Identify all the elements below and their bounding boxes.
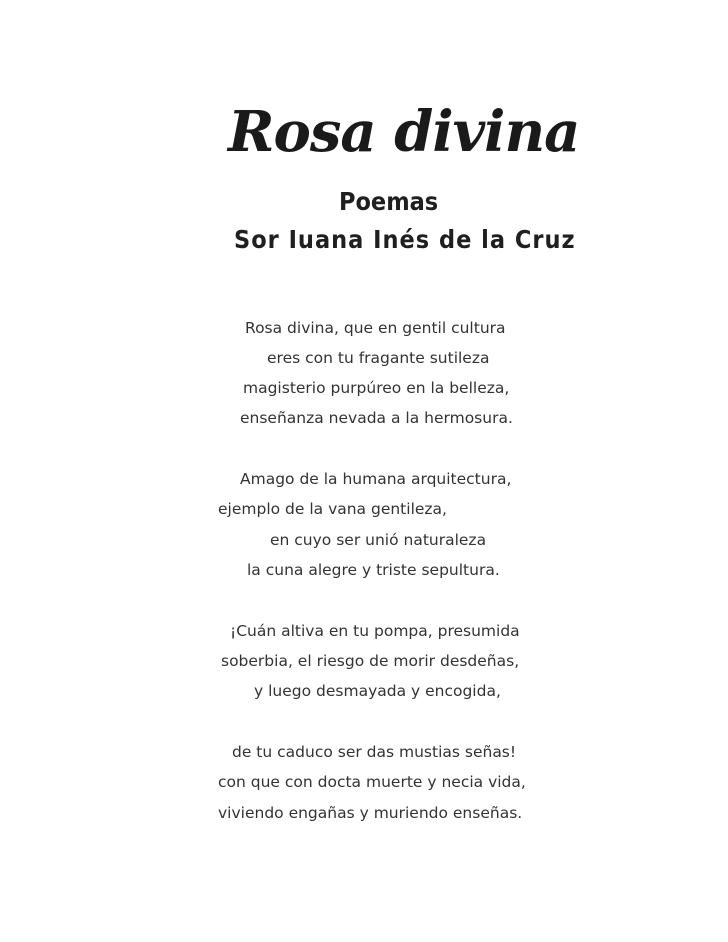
verse-line: Amago de la humana arquitectura, — [240, 470, 512, 488]
poem-title: Rosa divina — [228, 99, 580, 165]
verse-line: enseñanza nevada a la hermosura. — [240, 409, 513, 427]
verse-line: ejemplo de la vana gentileza, — [218, 500, 447, 518]
verse-line: Rosa divina, que en gentil cultura — [245, 319, 506, 337]
verse-line: con que con docta muerte y necia vida, — [218, 773, 526, 791]
verse-line: ¡Cuán altiva en tu pompa, presumida — [230, 622, 520, 640]
verse-line: viviendo engañas y muriendo enseñas. — [218, 804, 523, 822]
verse-line: magisterio purpúreo en la belleza, — [243, 379, 510, 397]
verse-line: eres con tu fragante sutileza — [267, 349, 490, 367]
verse-line: soberbia, el riesgo de morir desdeñas, — [221, 652, 520, 670]
verse-line: de tu caduco ser das mustias señas! — [232, 743, 517, 761]
verse-line: en cuyo ser unió naturaleza — [270, 531, 487, 549]
author-name: Sor Iuana Inés de la Cruz — [234, 225, 576, 254]
verse-line: la cuna alegre y triste sepultura. — [247, 561, 500, 579]
subtitle: Poemas — [339, 187, 439, 216]
verse-line: y luego desmayada y encogida, — [254, 682, 501, 700]
